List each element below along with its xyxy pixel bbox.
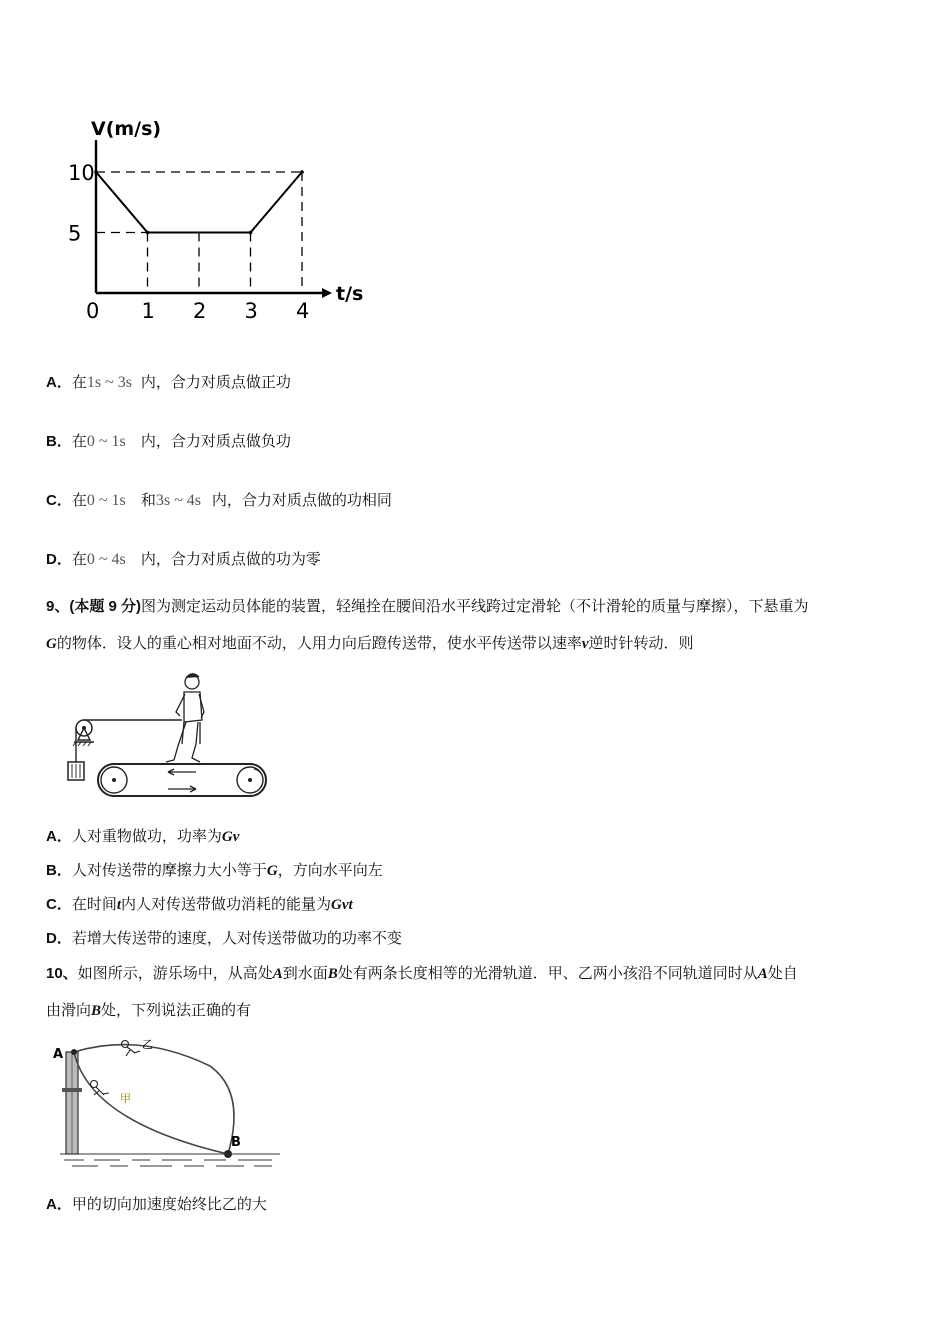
option-prefix: 在 bbox=[71, 373, 87, 391]
option-text: 内，合力对质点做的功为零 bbox=[140, 550, 321, 568]
option-text: 内，合力对质点做正功 bbox=[140, 373, 291, 391]
slide-figure bbox=[50, 1036, 290, 1176]
water-surface bbox=[60, 1154, 280, 1166]
velocity-time-graph bbox=[60, 110, 390, 330]
option-text: 若增大传送带的速度，人对传送带做功的功率不变 bbox=[71, 929, 402, 947]
q9-var-v: v bbox=[581, 636, 589, 652]
option-label: A． bbox=[46, 1196, 72, 1213]
option-var: Gv bbox=[221, 829, 240, 845]
belt-top-arrow bbox=[168, 769, 196, 775]
point-a-dot bbox=[71, 1049, 77, 1055]
q10-number: 10、 bbox=[46, 965, 78, 982]
option-text: 内，合力对质点做负功 bbox=[140, 432, 291, 450]
q10-var-b: B bbox=[91, 1003, 102, 1019]
q9-stem bbox=[46, 588, 908, 662]
x-tick-label: 4 bbox=[296, 299, 310, 323]
option-prefix: 在 bbox=[71, 550, 87, 568]
label-yi: 乙 bbox=[142, 1038, 153, 1051]
track-yi bbox=[74, 1045, 234, 1154]
point-b-label: B bbox=[231, 1135, 241, 1150]
option-joiner: 和 bbox=[140, 491, 156, 509]
y-axis-label: V(m/s) bbox=[91, 118, 162, 140]
point-a-label: A bbox=[53, 1047, 64, 1062]
velocity-point-0 bbox=[94, 170, 98, 174]
option-label: A． bbox=[46, 828, 72, 845]
y-tick-label: 5 bbox=[68, 221, 82, 246]
conveyor-belt bbox=[98, 764, 266, 796]
q10-var-a: A bbox=[272, 966, 283, 982]
time-range: 3s ~ 4s bbox=[155, 492, 201, 509]
q9-option-c bbox=[46, 894, 353, 915]
option-label: D． bbox=[46, 551, 72, 568]
x-axis-label: t/s bbox=[336, 283, 364, 305]
q9-option-a bbox=[46, 826, 239, 847]
kid-yi-icon bbox=[122, 1041, 141, 1057]
option-label: B． bbox=[46, 433, 72, 450]
option-prefix: 在 bbox=[71, 432, 87, 450]
option-label: C． bbox=[46, 492, 72, 509]
q9-option-d bbox=[46, 928, 402, 949]
q10-text: 由滑向 bbox=[46, 1001, 92, 1019]
q9-line2-a: 的物体．设人的重心相对地面不动，人用力向后蹬传送带，使水平传送带以速率 bbox=[56, 634, 582, 652]
x-tick-label: 3 bbox=[244, 299, 258, 323]
option-text: 人对重物做功，功率为 bbox=[71, 827, 222, 845]
x-tick-label: 1 bbox=[141, 299, 155, 323]
x-tick-label: 0 bbox=[86, 299, 100, 323]
kid-jia-icon bbox=[91, 1081, 110, 1096]
time-range: 0 ~ 4s bbox=[86, 551, 126, 568]
option-label: B． bbox=[46, 862, 72, 879]
option-var: G bbox=[266, 863, 278, 879]
q8-option-a bbox=[46, 372, 291, 393]
q9-score: (本题 9 分) bbox=[69, 598, 142, 615]
conveyor-figure bbox=[64, 668, 274, 808]
q10-text: 处有两条长度相等的光滑轨道．甲、乙两小孩沿不同轨道同时从 bbox=[337, 964, 758, 982]
label-jia: 甲 bbox=[120, 1092, 131, 1105]
option-text: 在时间 bbox=[71, 895, 117, 913]
q10-text: 如图所示，游乐场中，从高处 bbox=[77, 964, 273, 982]
option-var: t bbox=[116, 897, 122, 913]
option-tail: 内人对传送带做功消耗的能量为 bbox=[121, 895, 332, 913]
belt-bottom-arrow bbox=[168, 786, 196, 792]
q10-option-a bbox=[46, 1194, 267, 1215]
time-range: 0 ~ 1s bbox=[86, 433, 126, 450]
velocity-point-2 bbox=[249, 231, 253, 235]
x-axis-arrow bbox=[322, 288, 332, 298]
q9-line1: 图为测定运动员体能的装置，轻绳拴在腰间沿水平线跨过定滑轮（不计滑轮的质量与摩擦），下悬重为 bbox=[141, 597, 809, 615]
q9-number: 9、 bbox=[46, 598, 70, 615]
option-var2: Gvt bbox=[331, 897, 353, 913]
y-tick-label: 10 bbox=[68, 161, 95, 185]
q10-text: 处自 bbox=[767, 964, 798, 982]
time-range: 0 ~ 1s bbox=[86, 492, 126, 509]
velocity-point-1 bbox=[146, 231, 150, 235]
option-label: C． bbox=[46, 896, 72, 913]
q9-line2-b: 逆时针转动．则 bbox=[588, 634, 694, 652]
q8-option-c bbox=[46, 490, 392, 511]
x-tick-label: 2 bbox=[193, 299, 207, 323]
q9-var-g: G bbox=[46, 636, 57, 652]
q10-text: 处，下列说法正确的有 bbox=[101, 1001, 252, 1019]
person-figure bbox=[166, 674, 204, 762]
option-label: A． bbox=[46, 374, 72, 391]
velocity-series-line bbox=[96, 172, 302, 233]
velocity-point-3 bbox=[300, 170, 304, 174]
q10-var-b: B bbox=[327, 966, 338, 982]
option-text: 甲的切向加速度始终比乙的大 bbox=[71, 1195, 267, 1213]
q10-stem bbox=[46, 955, 908, 1029]
option-tail: ，方向水平向左 bbox=[277, 861, 383, 879]
time-range: 1s ~ 3s bbox=[86, 374, 132, 391]
q9-option-b bbox=[46, 860, 383, 881]
option-text: 人对传送带的摩擦力大小等于 bbox=[71, 861, 267, 879]
q8-option-d bbox=[46, 549, 321, 570]
q8-option-b bbox=[46, 431, 291, 452]
q10-var-a: A bbox=[757, 966, 768, 982]
option-text: 内，合力对质点做的功相同 bbox=[211, 491, 392, 509]
option-label: D． bbox=[46, 930, 72, 947]
option-prefix: 在 bbox=[71, 491, 87, 509]
track-jia bbox=[74, 1052, 228, 1154]
q10-text: 到水面 bbox=[282, 964, 328, 982]
